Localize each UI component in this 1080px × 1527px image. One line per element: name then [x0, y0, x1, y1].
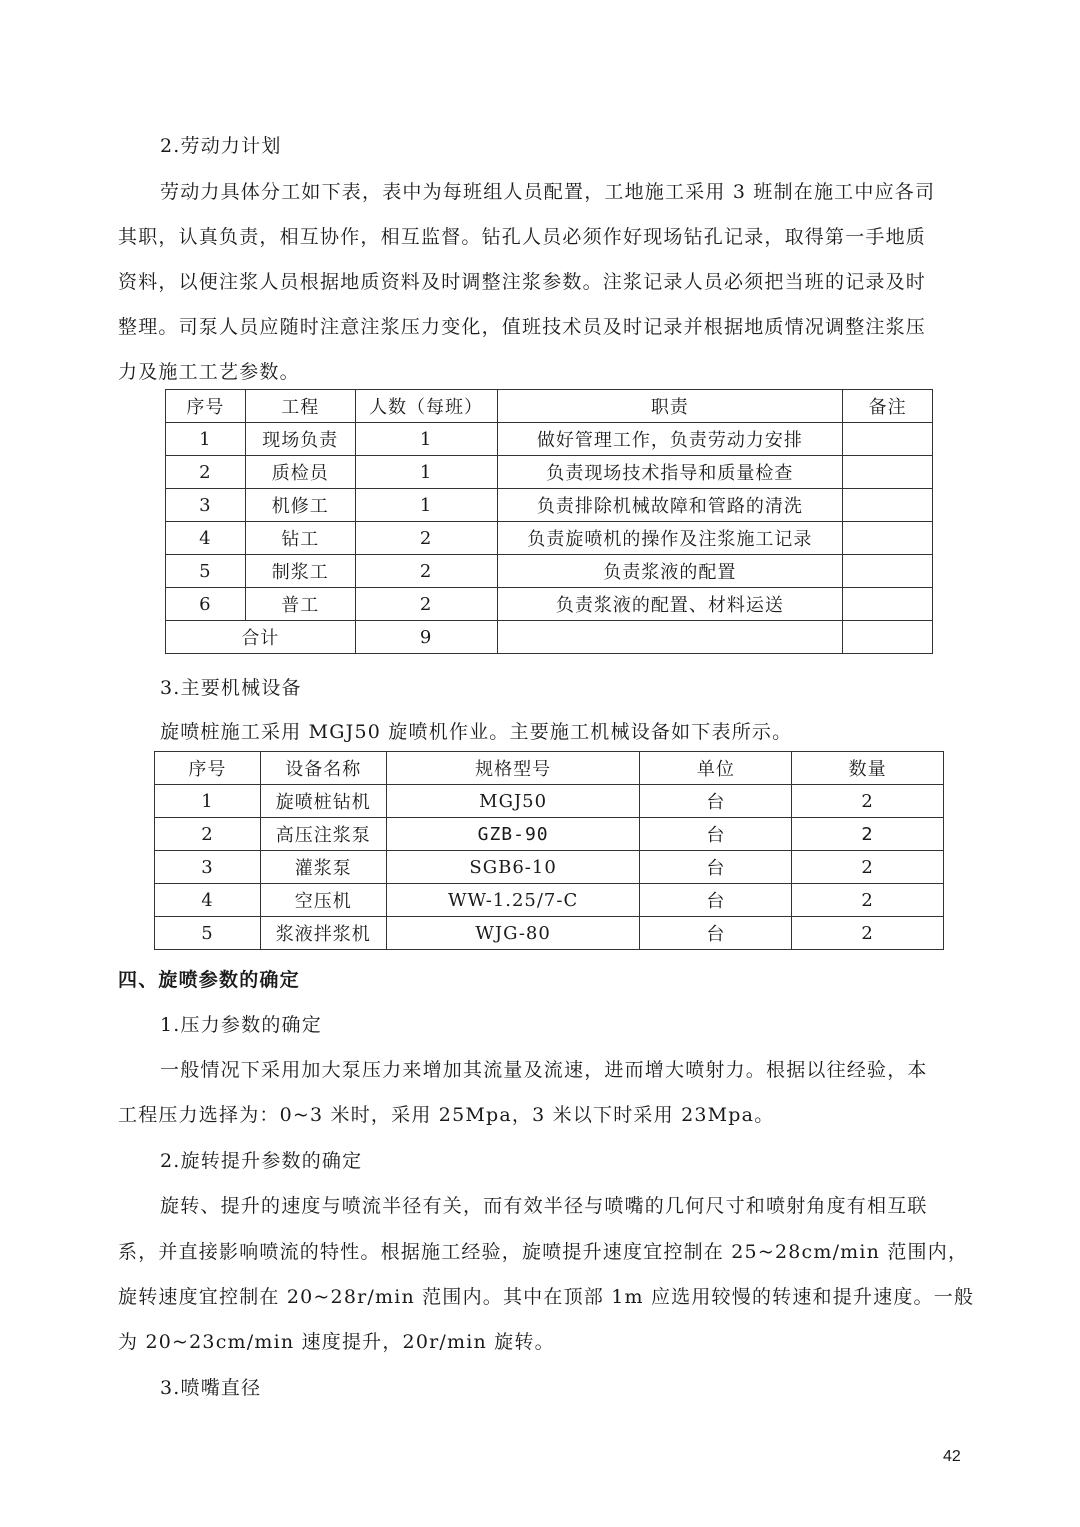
equipment-heading: 3.主要机械设备 [160, 677, 302, 699]
paragraph-line: 为 20~23cm/min 速度提升，20r/min 旋转。 [118, 1331, 555, 1353]
table-cell: 浆液拌浆机 [260, 917, 386, 950]
table-cell: 现场负责 [245, 423, 355, 456]
table-cell: 2 [792, 884, 944, 917]
table-cell: 台 [640, 884, 792, 917]
table-row [166, 456, 933, 489]
paragraph-line: 力及施工工艺参数。 [118, 361, 300, 383]
table-cell: 2 [166, 456, 246, 489]
paragraph-line: 其职，认真负责，相互协作，相互监督。钻孔人员必须作好现场钻孔记录，取得第一手地质 [118, 226, 927, 248]
table-cell: 做好管理工作，负责劳动力安排 [497, 423, 843, 456]
table-cell [843, 489, 933, 522]
labor-table [165, 389, 933, 654]
header-cell: 人数（每班） [355, 390, 497, 423]
table-header-row [166, 390, 933, 423]
table-row [166, 423, 933, 456]
table-cell: WJG-80 [386, 917, 640, 950]
paragraph-line: 工程压力选择为：0~3 米时，采用 25Mpa，3 米以下时采用 23Mpa。 [118, 1104, 775, 1126]
table-cell: 5 [155, 917, 261, 950]
table-cell [843, 588, 933, 621]
table-cell: 2 [355, 555, 497, 588]
table-cell [843, 621, 933, 654]
subsection-heading: 2.旋转提升参数的确定 [160, 1150, 363, 1172]
table-cell [497, 621, 843, 654]
table-row [155, 917, 944, 950]
table-cell: 2 [155, 818, 261, 851]
table-cell: 质检员 [245, 456, 355, 489]
table-cell: 旋喷桩钻机 [260, 785, 386, 818]
table-header-row [155, 752, 944, 785]
header-cell: 备注 [843, 390, 933, 423]
paragraph-line: 劳动力具体分工如下表，表中为每班组人员配置，工地施工采用 3 班制在施工中应各司 [160, 181, 936, 203]
subsection-heading: 1.压力参数的确定 [160, 1014, 322, 1036]
table-cell: 4 [155, 884, 261, 917]
table-cell: 制浆工 [245, 555, 355, 588]
table-row [155, 851, 944, 884]
paragraph-line: 一般情况下采用加大泵压力来增加其流量及流速，进而增大喷射力。根据以往经验，本 [160, 1059, 928, 1081]
table-cell: 灌浆泵 [260, 851, 386, 884]
table-cell: 5 [166, 555, 246, 588]
table-cell: 2 [792, 851, 944, 884]
table-cell: MGJ50 [386, 785, 640, 818]
table-cell: 台 [640, 785, 792, 818]
table-cell: 负责浆液的配置、材料运送 [497, 588, 843, 621]
table-cell: 台 [640, 917, 792, 950]
paragraph-line: 整理。司泵人员应随时注意注浆压力变化，值班技术员及时记录并根据地质情况调整注浆压 [118, 316, 927, 338]
header-cell: 序号 [166, 390, 246, 423]
table-cell: 1 [155, 785, 261, 818]
table-cell: 普工 [245, 588, 355, 621]
table-row [166, 489, 933, 522]
table-cell: 负责浆液的配置 [497, 555, 843, 588]
paragraph-line: 旋转速度宜控制在 20~28r/min 范围内。其中在顶部 1m 应选用较慢的转速和提升速度。一般 [118, 1286, 975, 1308]
equipment-table [154, 751, 944, 950]
table-cell: 2 [355, 522, 497, 555]
table-cell [843, 456, 933, 489]
table-total-row [166, 621, 933, 654]
table-cell: 负责排除机械故障和管路的清洗 [497, 489, 843, 522]
total-value: 9 [355, 621, 497, 654]
table-cell [843, 423, 933, 456]
table-cell: 钻工 [245, 522, 355, 555]
table-row [155, 818, 944, 851]
labor-plan-heading: 2.劳动力计划 [160, 135, 282, 157]
table-row [155, 785, 944, 818]
header-cell: 序号 [155, 752, 261, 785]
paragraph-line: 系，并直接影响喷流的特性。根据施工经验，旋喷提升速度宜控制在 25~28cm/min 范围内， [118, 1241, 969, 1263]
header-cell: 单位 [640, 752, 792, 785]
table-row [166, 522, 933, 555]
table-cell: 负责旋喷机的操作及注浆施工记录 [497, 522, 843, 555]
table-row [166, 588, 933, 621]
table-cell: 2 [792, 785, 944, 818]
table-cell [843, 555, 933, 588]
table-row [166, 555, 933, 588]
table-cell: 空压机 [260, 884, 386, 917]
table-cell: 6 [166, 588, 246, 621]
header-cell: 规格型号 [386, 752, 640, 785]
paragraph-line: 旋转、提升的速度与喷流半径有关，而有效半径与喷嘴的几何尺寸和喷射角度有相互联 [160, 1195, 928, 1217]
page-number: 42 [943, 1448, 961, 1465]
table-cell: 机修工 [245, 489, 355, 522]
section-heading: 四、旋喷参数的确定 [118, 969, 300, 991]
total-label: 合计 [166, 621, 356, 654]
header-cell: 工程 [245, 390, 355, 423]
paragraph-line: 旋喷桩施工采用 MGJ50 旋喷机作业。主要施工机械设备如下表所示。 [160, 721, 793, 743]
table-cell: 台 [640, 818, 792, 851]
table-cell: SGB6-10 [386, 851, 640, 884]
table-cell: 1 [166, 423, 246, 456]
table-cell: 3 [166, 489, 246, 522]
header-cell: 设备名称 [260, 752, 386, 785]
table-row [155, 884, 944, 917]
table-cell: 1 [355, 423, 497, 456]
table-cell: 4 [166, 522, 246, 555]
table-cell: 2 [792, 818, 944, 851]
table-cell: WW-1.25/7-C [386, 884, 640, 917]
table-cell: 2 [792, 917, 944, 950]
subsection-heading: 3.喷嘴直径 [160, 1377, 262, 1399]
table-cell: GZB-90 [386, 818, 640, 851]
table-cell: 1 [355, 456, 497, 489]
table-cell: 台 [640, 851, 792, 884]
header-cell: 数量 [792, 752, 944, 785]
header-cell: 职责 [497, 390, 843, 423]
table-cell: 2 [355, 588, 497, 621]
table-cell [843, 522, 933, 555]
table-cell: 负责现场技术指导和质量检查 [497, 456, 843, 489]
table-cell: 高压注浆泵 [260, 818, 386, 851]
paragraph-line: 资料，以便注浆人员根据地质资料及时调整注浆参数。注浆记录人员必须把当班的记录及时 [118, 271, 927, 293]
table-cell: 1 [355, 489, 497, 522]
table-cell: 3 [155, 851, 261, 884]
